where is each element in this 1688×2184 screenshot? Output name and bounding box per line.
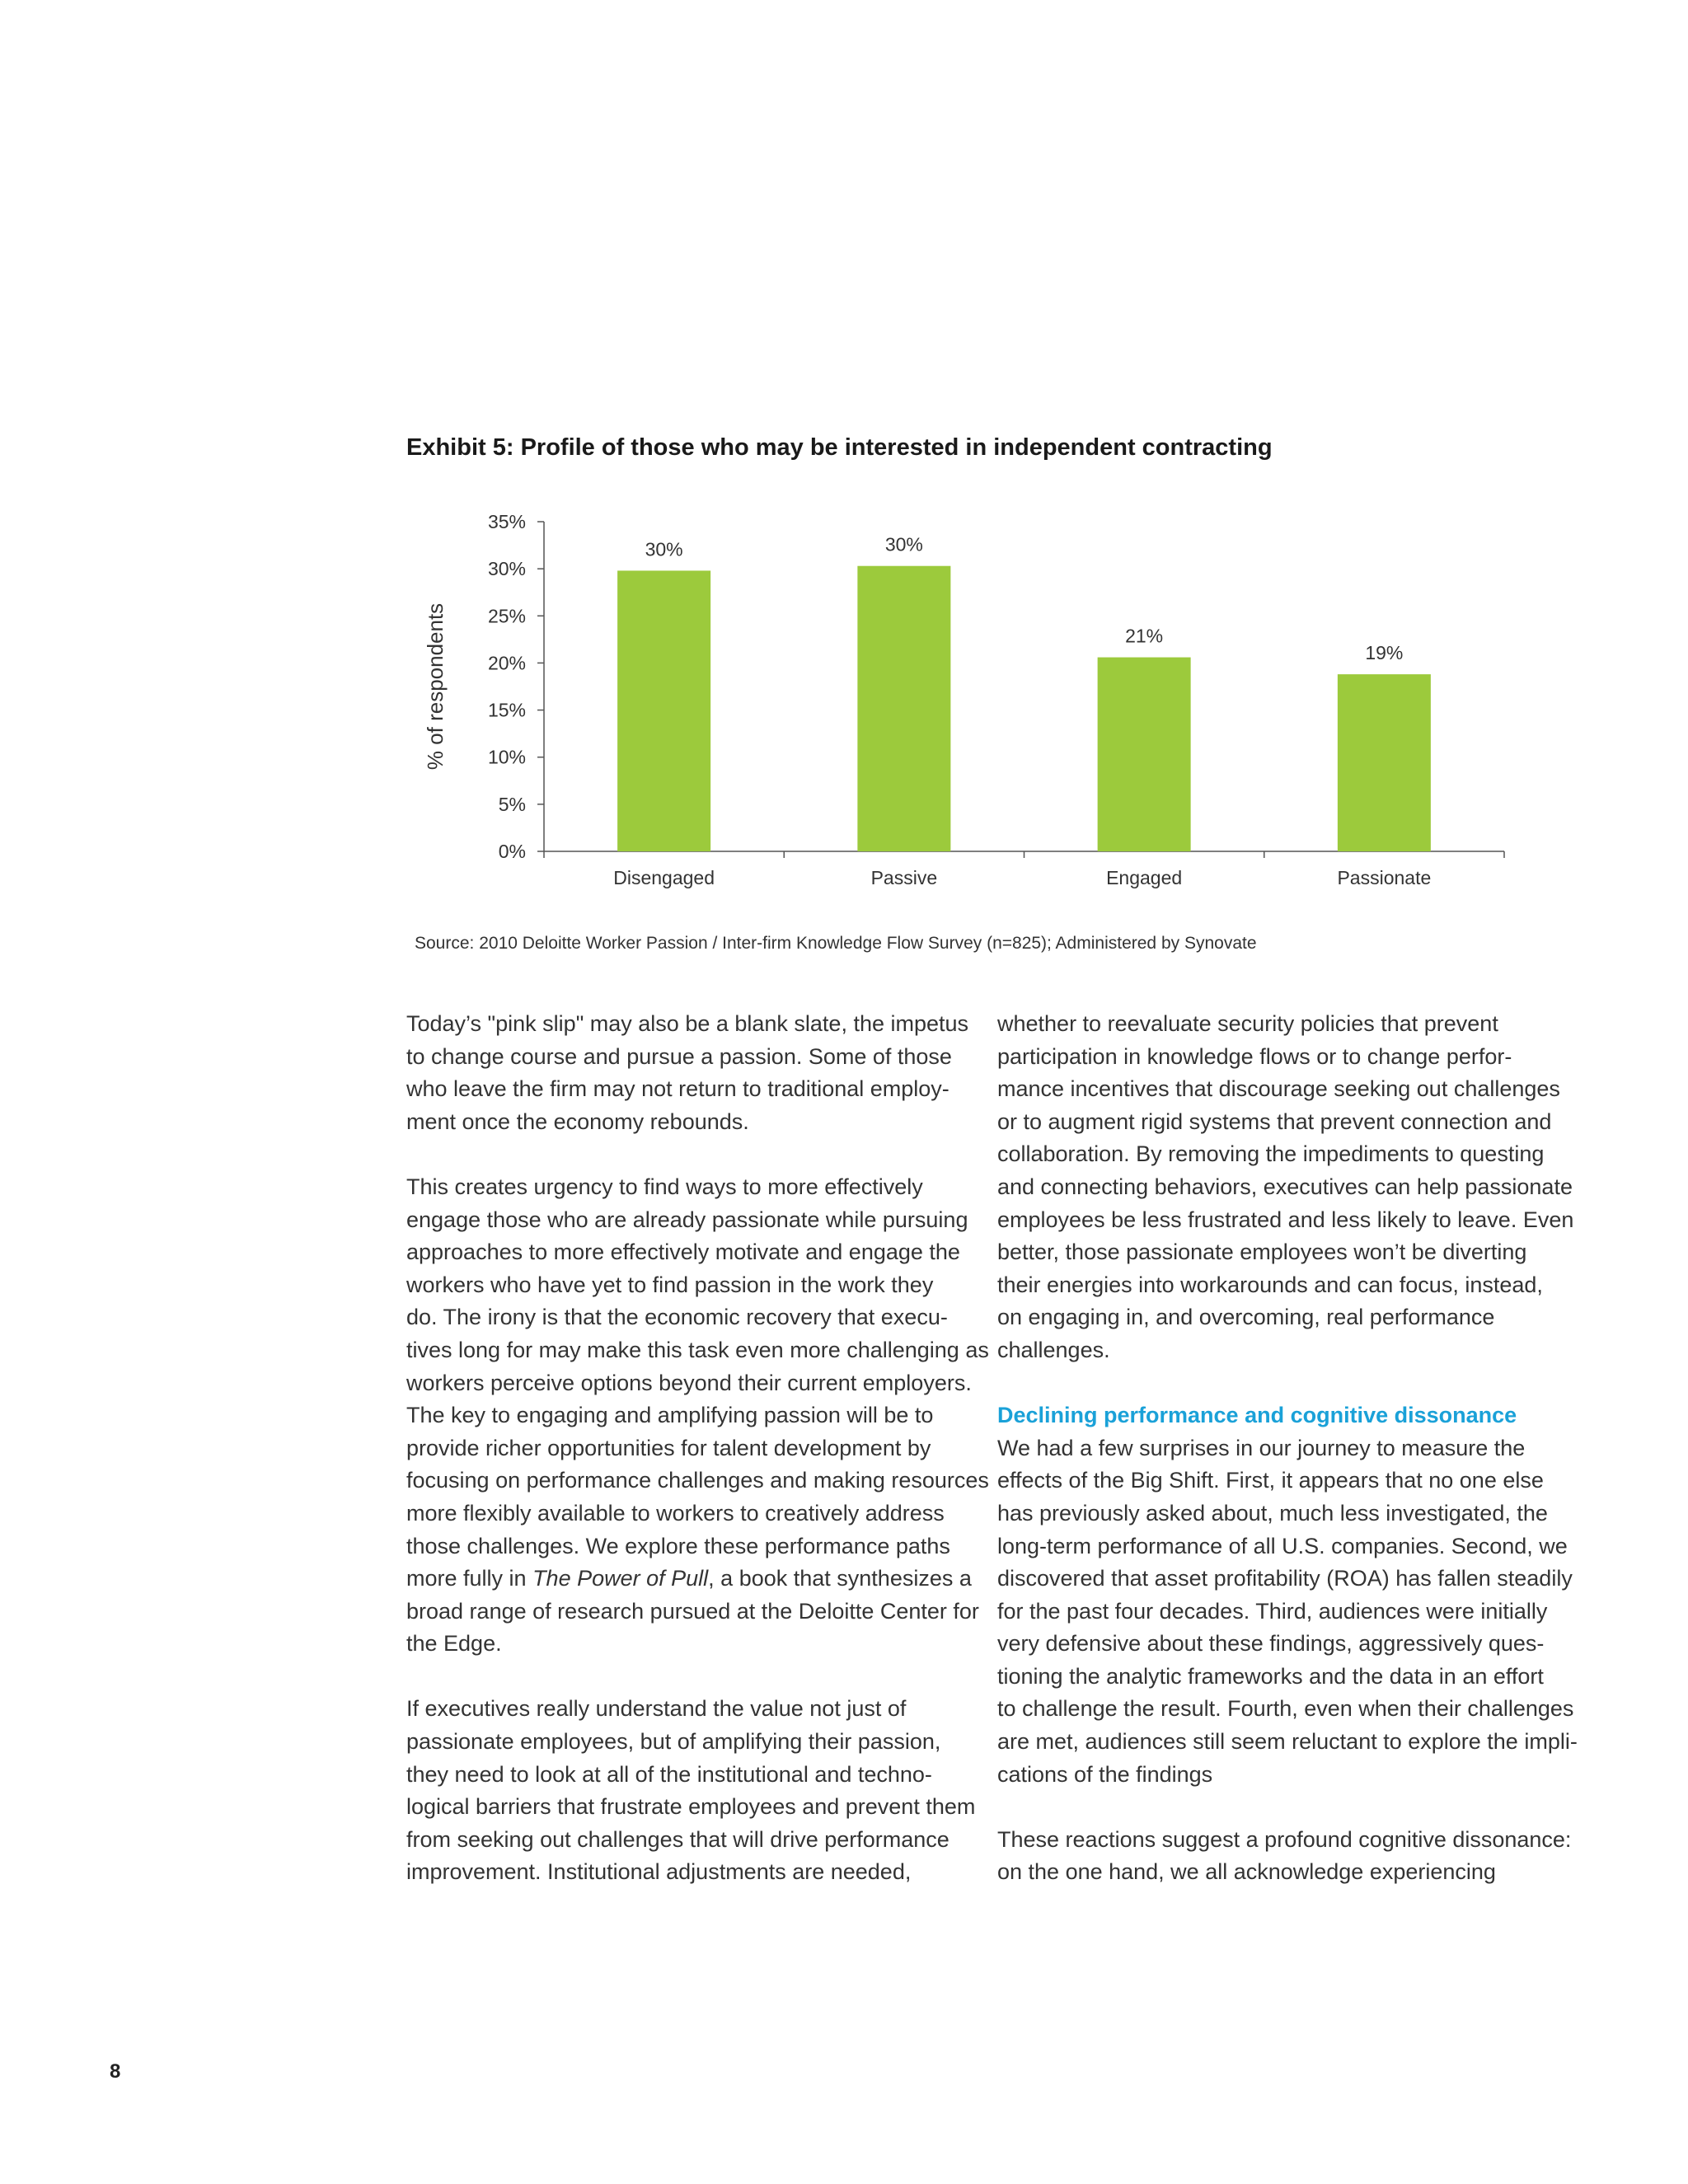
y-axis-title: % of respondents bbox=[423, 602, 448, 771]
body-text-line: they need to look at all of the institutional and techno- bbox=[406, 1761, 932, 1787]
bar-data-label: 30% bbox=[884, 533, 923, 555]
body-text-line: provide richer opportunities for talent development by bbox=[406, 1435, 931, 1460]
body-text-line: better, those passionate employees won’t be diverting bbox=[997, 1240, 1527, 1265]
body-text-line: We had a few surprises in our journey to measure the bbox=[997, 1435, 1526, 1460]
bar-data-label: 30% bbox=[645, 538, 683, 560]
body-text-line: the Edge. bbox=[406, 1631, 502, 1657]
body-text-line: to challenge the result. Fourth, even when their challenges bbox=[997, 1696, 1574, 1722]
body-text-line: Today’s "pink slip" may also be a blank slate, the impetus bbox=[406, 1011, 969, 1036]
body-text-line: their energies into workarounds and can focus, instead, bbox=[997, 1272, 1543, 1297]
body-text-line: focusing on performance challenges and making resources bbox=[406, 1468, 989, 1493]
body-text-line: passionate employees, but of amplifying their passion, bbox=[406, 1729, 941, 1755]
y-tick-label: 0% bbox=[498, 841, 526, 862]
body-text-line: mance incentives that discourage seeking out challenges bbox=[997, 1076, 1560, 1102]
body-text-line: more fully in The Power of Pull, a book that synthesizes a bbox=[406, 1566, 972, 1591]
x-category-label: Passionate bbox=[1337, 867, 1432, 888]
x-category-label: Disengaged bbox=[613, 867, 715, 888]
bar-data-label: 19% bbox=[1365, 642, 1404, 664]
body-text-line: employees be less frustrated and less likely to leave. Even bbox=[997, 1207, 1574, 1232]
body-text-line: discovered that asset profitability (ROA) has fallen steadily bbox=[997, 1566, 1573, 1591]
y-tick-label: 20% bbox=[487, 652, 526, 674]
body-text-line: If executives really understand the value not just of bbox=[406, 1696, 907, 1722]
body-text-line: approaches to more effectively motivate and engage the bbox=[406, 1240, 960, 1265]
body-text-line: tives long for may make this task even more challenging as bbox=[406, 1337, 989, 1362]
bar bbox=[617, 570, 710, 851]
y-tick-label: 35% bbox=[487, 511, 526, 532]
body-text-line: and connecting behaviors, executives can help passionate bbox=[997, 1174, 1573, 1199]
y-tick-label: 30% bbox=[487, 558, 526, 580]
paragraph-gap bbox=[997, 1367, 1566, 1400]
body-text-line: whether to reevaluate security policies that prevent bbox=[997, 1011, 1498, 1036]
paragraph-gap bbox=[997, 1791, 1566, 1824]
body-text-line: workers perceive options beyond their current employers. bbox=[406, 1370, 972, 1395]
body-text-line: do. The irony is that the economic recovery that execu- bbox=[406, 1305, 948, 1330]
body-text-line: challenges. bbox=[997, 1337, 1110, 1362]
y-tick-label: 10% bbox=[487, 746, 526, 768]
body-text-line: The key to engaging and amplifying passion will be to bbox=[406, 1403, 934, 1428]
body-text-line: more flexibly available to workers to creatively address bbox=[406, 1500, 945, 1526]
body-text-line: long-term performance of all U.S. companies. Second, we bbox=[997, 1533, 1568, 1558]
exhibit-title: Exhibit 5: Profile of those who may be interested in independent contracting bbox=[406, 434, 1273, 461]
y-tick-label: 25% bbox=[487, 605, 526, 627]
body-text-line: cations of the findings bbox=[997, 1761, 1213, 1787]
body-text-line: collaboration. By removing the impediments to questing bbox=[997, 1141, 1545, 1167]
body-text-line: participation in knowledge flows or to change perfor- bbox=[997, 1043, 1512, 1069]
chart-source-note: Source: 2010 Deloitte Worker Passion / Inter-firm Knowledge Flow Survey (n=825); Administered by Synovate bbox=[415, 934, 1257, 953]
bar-data-label: 21% bbox=[1125, 625, 1164, 647]
body-text-line: very defensive about these findings, aggressively ques- bbox=[997, 1631, 1545, 1657]
body-text-line: or to augment rigid systems that prevent connection and bbox=[997, 1108, 1552, 1134]
body-text-line: tioning the analytic frameworks and the data in an effort bbox=[997, 1663, 1544, 1689]
section-heading: Declining performance and cognitive dissonance bbox=[997, 1403, 1517, 1428]
body-text-line: These reactions suggest a profound cognitive dissonance: bbox=[997, 1826, 1572, 1852]
body-text-line: has previously asked about, much less investigated, the bbox=[997, 1500, 1548, 1526]
bar bbox=[857, 566, 950, 851]
body-text-line: engage those who are already passionate while pursuing bbox=[406, 1207, 968, 1232]
right-text-column bbox=[997, 1008, 1578, 1889]
body-text-line: broad range of research pursued at the Deloitte Center for bbox=[406, 1598, 979, 1624]
body-text-line: from seeking out challenges that will drive performance bbox=[406, 1826, 950, 1852]
x-category-label: Passive bbox=[870, 867, 938, 888]
x-category-label: Engaged bbox=[1106, 867, 1183, 888]
bar bbox=[1098, 658, 1191, 851]
body-text-line: on the one hand, we all acknowledge experiencing bbox=[997, 1859, 1496, 1885]
body-text-line: those challenges. We explore these performance paths bbox=[406, 1533, 950, 1558]
paragraph-gap bbox=[406, 1138, 967, 1171]
y-tick-label: 5% bbox=[498, 793, 526, 815]
book-title: The Power of Pull bbox=[532, 1566, 709, 1591]
body-text-line: This creates urgency to find ways to more effectively bbox=[406, 1174, 923, 1199]
bar bbox=[1338, 674, 1431, 851]
body-text-line: ment once the economy rebounds. bbox=[406, 1108, 749, 1134]
body-text-line: who leave the firm may not return to traditional employ- bbox=[406, 1076, 950, 1102]
left-text-column bbox=[406, 1008, 989, 1889]
y-tick-label: 15% bbox=[487, 699, 526, 721]
body-text-line: improvement. Institutional adjustments are needed, bbox=[406, 1859, 912, 1885]
paragraph-gap bbox=[406, 1661, 967, 1694]
body-text-line: workers who have yet to find passion in the work they bbox=[406, 1272, 934, 1297]
body-text-line: to change course and pursue a passion. Some of those bbox=[406, 1043, 952, 1069]
body-text-line: logical barriers that frustrate employees and prevent them bbox=[406, 1794, 976, 1820]
body-text-line: effects of the Big Shift. First, it appears that no one else bbox=[997, 1468, 1544, 1493]
body-text-line: are met, audiences still seem reluctant to explore the impli- bbox=[997, 1729, 1578, 1755]
body-text-line: for the past four decades. Third, audiences were initially bbox=[997, 1598, 1548, 1624]
bar-chart bbox=[408, 494, 1529, 907]
page-number: 8 bbox=[110, 2060, 121, 2083]
body-text-line: on engaging in, and overcoming, real performance bbox=[997, 1305, 1495, 1330]
